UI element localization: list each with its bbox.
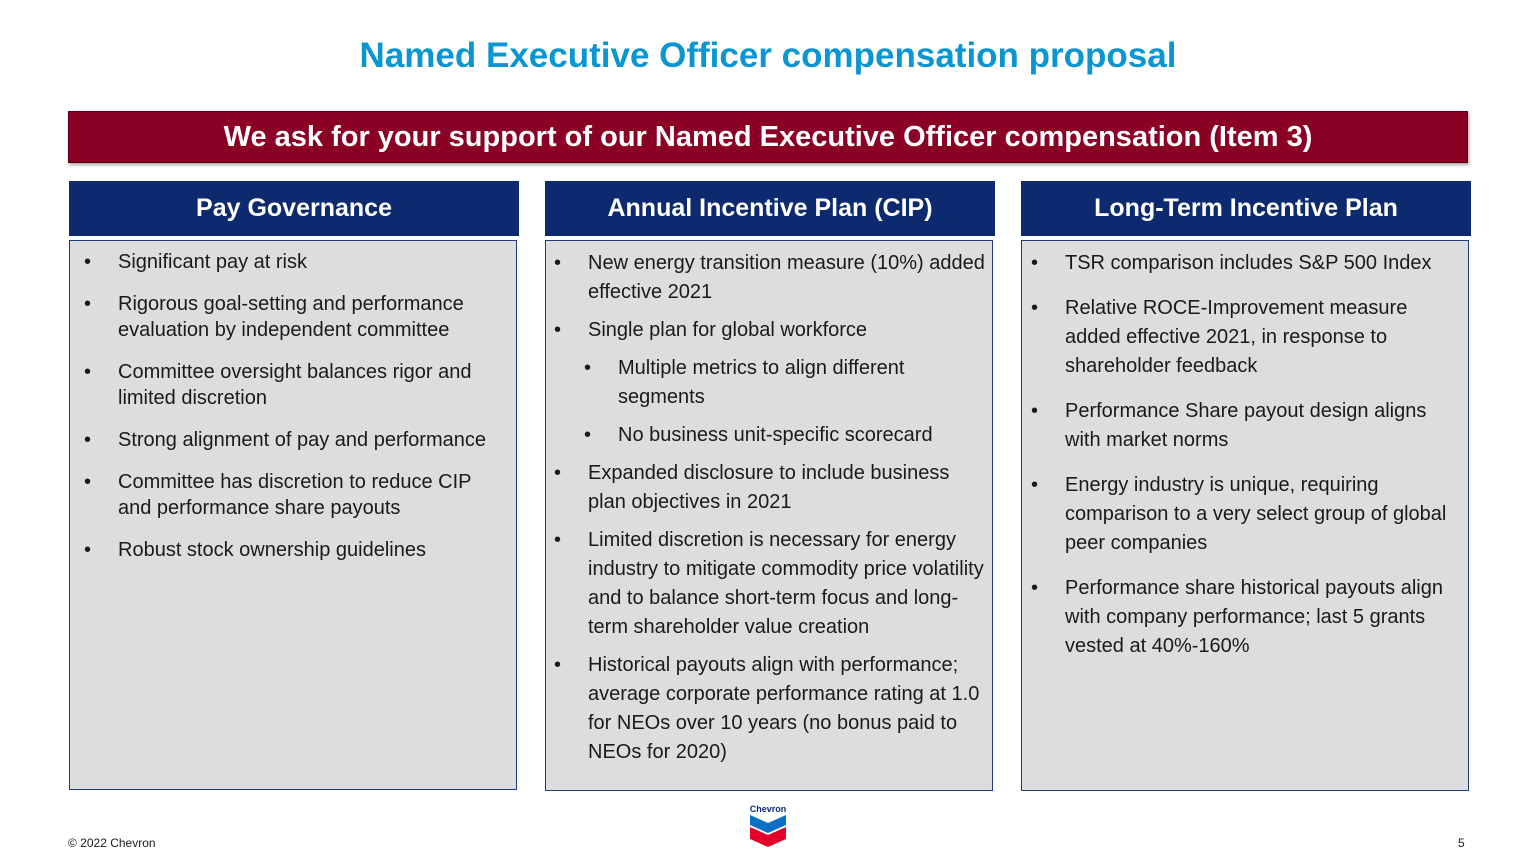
copyright-text: © 2022 Chevron xyxy=(68,836,156,850)
list-item: • Strong alignment of pay and performance xyxy=(118,427,488,453)
list-item: • Relative ROCE-Improvement measure added effective 2021, in response to shareholder feedback xyxy=(1065,294,1460,381)
sub-list-item: • No business unit-specific scorecard xyxy=(588,421,988,450)
support-banner: We ask for your support of our Named Executive Officer compensation (Item 3) xyxy=(68,111,1468,163)
logo-wordmark: Chevron xyxy=(749,804,787,814)
pay-governance-header: Pay Governance xyxy=(69,181,519,236)
list-item: • TSR comparison includes S&P 500 Index xyxy=(1065,249,1460,278)
long-term-incentive-plan-box xyxy=(1021,240,1469,791)
slide-title: Named Executive Officer compensation proposal xyxy=(359,36,1177,75)
annual-incentive-plan-list xyxy=(546,241,988,767)
long-term-incentive-plan-header: Long-Term Incentive Plan xyxy=(1021,181,1471,236)
list-item: • Performance Share payout design aligns with market norms xyxy=(1065,397,1460,455)
chevron-logo-icon xyxy=(744,803,792,849)
list-item: • Historical payouts align with performance; average corporate performance rating at 1.0 for NEOs over 10 years (no bonus paid to NEOs for 2020) xyxy=(588,651,988,767)
page-number: 5 xyxy=(1458,836,1465,850)
pay-governance-box xyxy=(69,240,517,790)
long-term-incentive-plan-list xyxy=(1022,241,1460,661)
list-item: • New energy transition measure (10%) added effective 2021 xyxy=(588,249,988,307)
list-item: • Robust stock ownership guidelines xyxy=(118,537,488,563)
annual-incentive-plan-header: Annual Incentive Plan (CIP) xyxy=(545,181,995,236)
pay-governance-list xyxy=(70,241,488,563)
list-item: • Significant pay at risk xyxy=(118,249,488,275)
list-item: • Energy industry is unique, requiring comparison to a very select group of global peer companies xyxy=(1065,471,1460,558)
list-item: • Limited discretion is necessary for energy industry to mitigate commodity price volatility and to balance short-term focus and long-term shareholder value creation xyxy=(588,526,988,642)
list-item: • Rigorous goal-setting and performance evaluation by independent committee xyxy=(118,291,488,343)
annual-incentive-plan-box xyxy=(545,240,993,791)
list-item: • Expanded disclosure to include business plan objectives in 2021 xyxy=(588,459,988,517)
list-item: • Committee has discretion to reduce CIP and performance share payouts xyxy=(118,469,488,521)
list-item: • Committee oversight balances rigor and limited discretion xyxy=(118,359,488,411)
list-item: • Single plan for global workforce xyxy=(588,316,988,345)
list-item: • Performance share historical payouts align with company performance; last 5 grants vested at 40%-160% xyxy=(1065,574,1460,661)
sub-list-item: • Multiple metrics to align different segments xyxy=(588,354,988,412)
